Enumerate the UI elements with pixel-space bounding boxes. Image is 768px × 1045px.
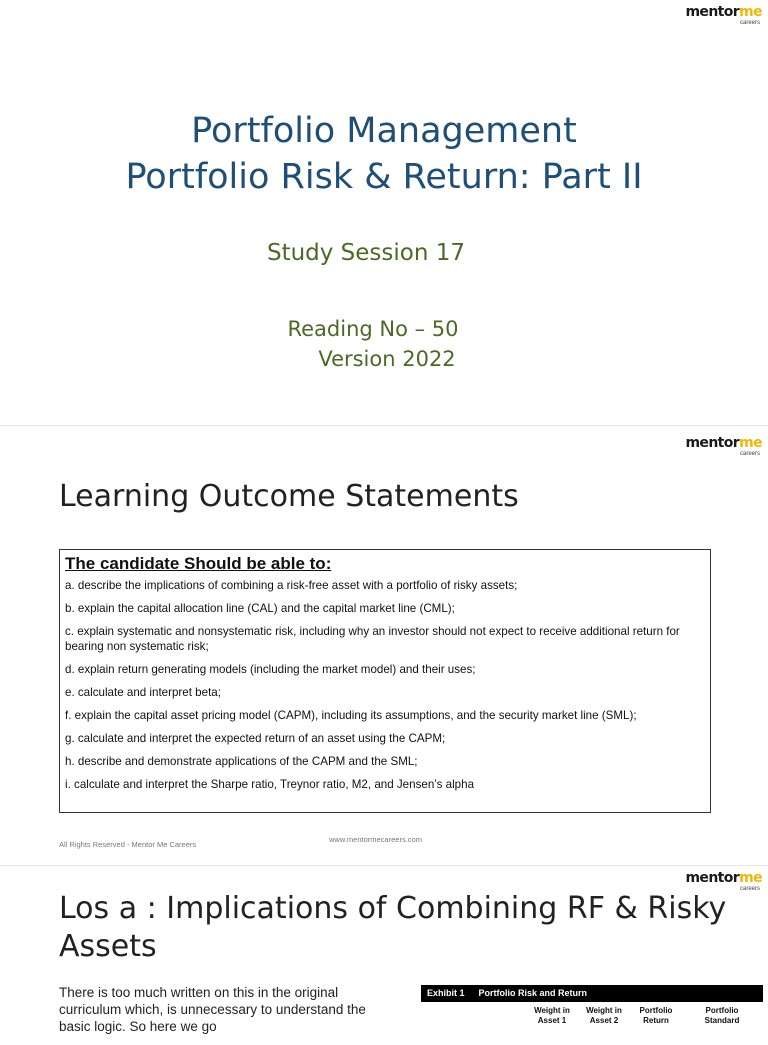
title-line-2: Portfolio Risk & Return: Part II xyxy=(125,157,643,197)
exhibit-label: Exhibit 1 xyxy=(427,988,465,998)
slide-title xyxy=(0,108,768,200)
study-session: Study Session 17 xyxy=(266,240,466,266)
outcome-item: b. explain the capital allocation line (CAL) and the capital market line (CML); xyxy=(65,602,455,616)
website-link[interactable]: www.mentormecareers.com xyxy=(329,835,422,844)
learning-outcomes-box xyxy=(59,549,711,813)
outcome-list xyxy=(65,579,705,793)
column-header: Portfolio Standard xyxy=(704,1006,740,1025)
outcome-item: a. describe the implications of combining a risk-free asset with a portfolio of risky assets; xyxy=(65,579,518,592)
reading-info xyxy=(0,314,746,374)
outcome-item: d. explain return generating models (including the market model) and their uses; xyxy=(65,662,476,676)
outcome-item: g. calculate and interpret the expected return of an asset using the CAPM; xyxy=(65,732,446,746)
body-text: There is too much written on this in the original curriculum which, is unnecessary to understand the basic logic. So here we go xyxy=(59,985,366,1034)
reading-number: Reading No – 50 xyxy=(287,317,459,341)
outcome-item: e. calculate and interpret beta; xyxy=(65,685,221,699)
los-slide xyxy=(0,425,768,866)
column-header: Portfolio Return xyxy=(639,1006,673,1025)
section-heading: Learning Outcome Statements xyxy=(59,479,519,514)
section-heading: Los a : Implications of Combining RF & Risky Assets xyxy=(59,891,727,964)
title-slide xyxy=(0,0,768,425)
exhibit-title: Portfolio Risk and Return xyxy=(478,988,588,998)
mentorme-logo: mentorme careers xyxy=(685,435,762,457)
box-title: The candidate Should be able to: xyxy=(65,554,332,573)
exhibit-title-bar xyxy=(421,985,763,1002)
outcome-item: h. describe and demonstrate applications of the CAPM and the SML; xyxy=(65,755,418,769)
outcome-item: f. explain the capital asset pricing model (CAPM), including its assumptions, and the security market line (SML); xyxy=(65,708,637,722)
copyright-footer: All Rights Reserved - Mentor Me Careers xyxy=(59,840,197,849)
exhibit-table xyxy=(421,985,763,1045)
mentorme-logo: mentorme careers xyxy=(685,870,762,892)
outcome-item: i. calculate and interpret the Sharpe ratio, Treynor ratio, M2, and Jensen’s alpha xyxy=(65,778,475,792)
title-line-1: Portfolio Management xyxy=(191,111,577,151)
mentorme-logo: mentorme careers xyxy=(685,4,762,26)
column-header: Weight in Asset 1 xyxy=(534,1006,570,1025)
column-header: Weight in Asset 2 xyxy=(586,1006,622,1025)
outcome-item: c. explain systematic and nonsystematic risk, including why an investor should not expect to receive additional return for bearing non systematic risk; xyxy=(65,625,680,653)
version: Version 2022 xyxy=(318,347,456,371)
los-a-slide xyxy=(0,865,768,1034)
exhibit-header-row xyxy=(421,1006,763,1026)
